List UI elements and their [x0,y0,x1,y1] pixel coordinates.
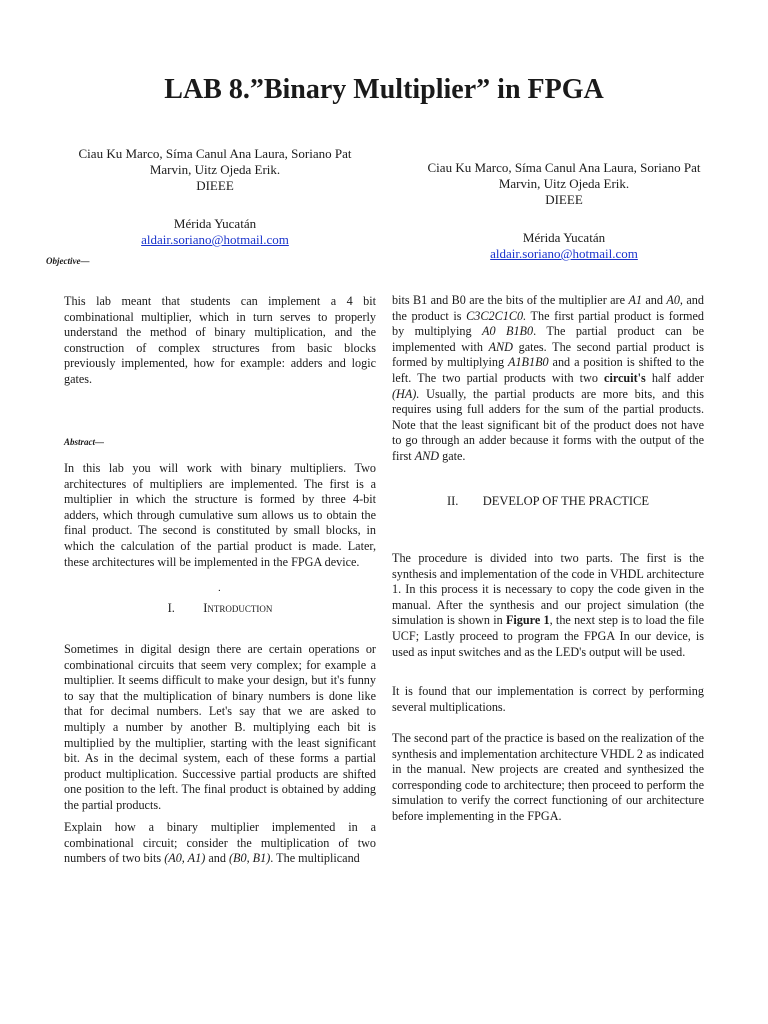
abstract-paragraph: In this lab you will work with binary multipliers. Two architectures of multipliers are implemented. The first is a multiplier in which the structure is formed by three 4-bit adders, which through cumulative sum allows us to obtain the final product. The second is constituted by small blocks, in which the calculation of the partial product is made. Later, these architectures will be implemented in the FPGA device. [64,461,376,569]
objective-label: Objective— [46,256,90,266]
author-city: Mérida Yucatán [522,230,606,245]
develop-paragraph-2: It is found that our implementation is correct by performing several multiplications. [392,684,704,714]
author-block-right [388,160,740,262]
author-city: Mérida Yucatán [173,216,257,231]
introduction-paragraph-1: Sometimes in digital design there are certain operations or combinational circuits that seem very complex; for example a multiplier. It seems difficult to make your design, but it's funny to say that the multiplication of binary numbers is done like that for decimal numbers. Let's say that we are asked to multiply a number by another B. multiplying each bit is multiplied by the multiplier, starting with the least significant bit. As in the decimal system, each of these forms a partial product multiplication. Successive partial products are shifted one position to the left. The final product is obtained by adding the partial products. [64,642,376,812]
stray-dot: . [218,582,221,594]
section-title: DEVELOP OF THE PRACTICE [482,494,650,508]
author-department: DIEEE [545,192,583,207]
section-number: II. [446,494,459,508]
paper-title: LAB 8.”Binary Multiplier” in FPGA [164,74,604,105]
author-email-link[interactable]: aldair.soriano@hotmail.com [490,246,638,261]
section-title: Introduction [203,601,273,615]
develop-paragraph-3: The second part of the practice is based on the realization of the synthesis and implementation architecture VHDL 2 as indicated in the manual. New projects are created and synthesized the corresponding code to architecture; then proceed to perform the simulation to verify the correct functioning of our architecture before implementing in the FPGA. [392,731,704,823]
author-names-line2: Marvin, Uitz Ojeda Erik. [498,176,630,191]
develop-paragraph-1: The procedure is divided into two parts. The first is the synthesis and implementation of the code in VHDL architecture 1. In this process it is necessary to copy the code given in the manual. After the synthesis and our project simulation (the simulation is shown in Figure 1, the next step is to load the file UCF; Lastly proceed to program the FPGA In our device, is used as input switches and as the LED's output will be used. [392,551,704,659]
section-heading-introduction [64,601,376,616]
author-names-line1: Ciau Ku Marco, Síma Canul Ana Laura, Soriano Pat [427,160,701,175]
objective-paragraph: This lab meant that students can implement a 4 bit combinational multiplier, which in turn serves to properly understand the method of binary multiplication, and the construction of complex structures from basic blocks previously implemented, how for example: adders and logic gates. [64,294,376,386]
abstract-label: Abstract— [64,437,105,447]
section-heading-develop [392,494,704,509]
author-email-link[interactable]: aldair.soriano@hotmail.com [141,232,289,247]
author-names-line1: Ciau Ku Marco, Síma Canul Ana Laura, Soriano Pat [78,146,352,161]
partial-products-paragraph: bits B1 and B0 are the bits of the multiplier are A1 and A0, and the product is C3C2C1C0. The first partial product is formed by multiplying A0 B1B0. The partial product can be implemented with AND gates. The second partial product is formed by multiplying A1B1B0 and a position is shifted to the left. The two partial products with two circuit's half adder (HA). Usually, the partial products are more bits, and this requires using full adders for the sum of the partial products. Note that the least significant bit of the product does not have to go through an adder because it forms with the output of the first AND gate. [392,293,705,463]
section-number: I. [167,601,175,615]
author-names-line2: Marvin, Uitz Ojeda Erik. [149,162,281,177]
author-block-left [40,146,390,248]
author-department: DIEEE [196,178,234,193]
introduction-paragraph-2: Explain how a binary multiplier implemented in a combinational circuit; consider the multiplication of two numbers of two bits (A0, A1) and (B0, B1). The multiplicand [64,820,376,866]
